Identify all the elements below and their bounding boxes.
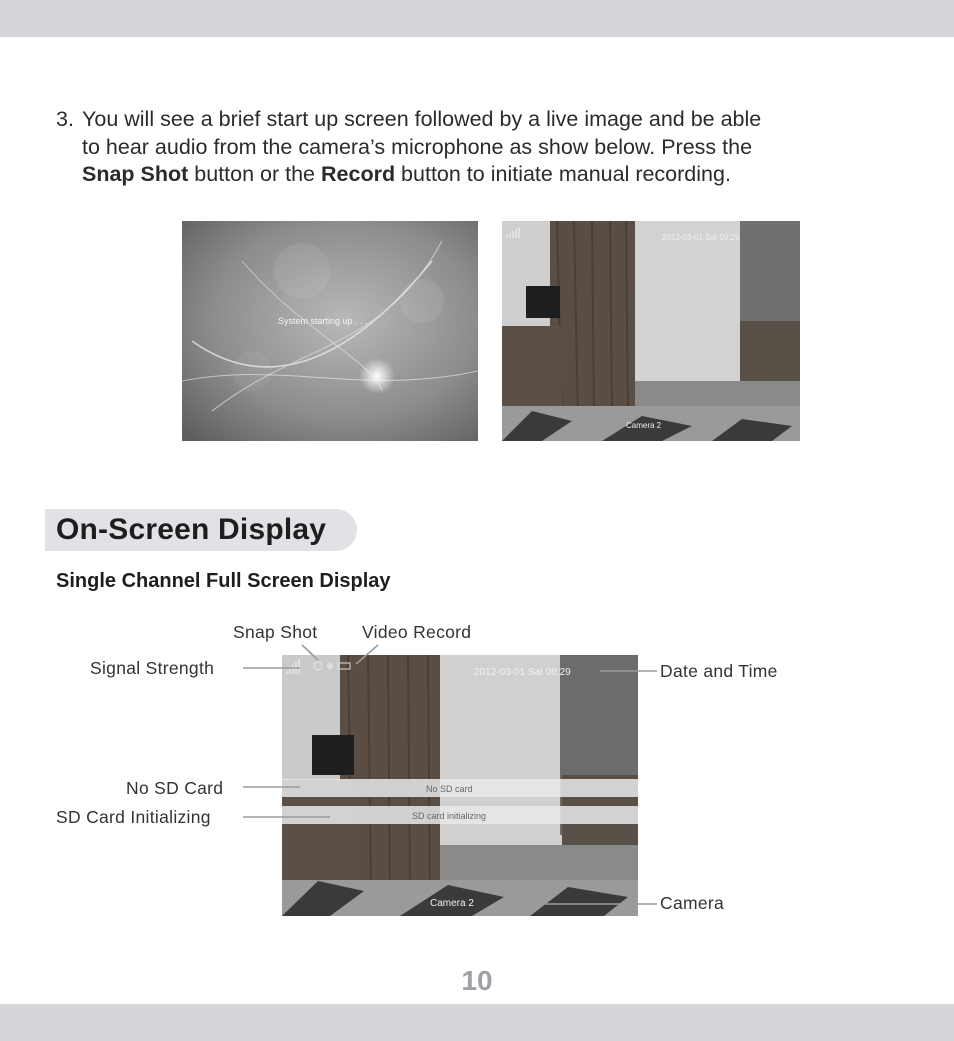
step-line-2: to hear audio from the camera’s microphone as show below. Press the: [82, 134, 753, 159]
section-subtitle: Single Channel Full Screen Display: [56, 570, 391, 592]
section-title: On-Screen Display: [56, 513, 327, 546]
snap-shot-term: Snap Shot: [82, 162, 189, 186]
live-timestamp: 2012-03-01 Sat 09:29: [662, 233, 740, 242]
osd-no-sd-text: No SD card: [426, 784, 473, 794]
callout-camera: Camera: [660, 893, 725, 913]
step-number: 3.: [56, 107, 74, 131]
step-line-3-mid: button or the: [188, 162, 321, 186]
record-term: Record: [321, 162, 396, 186]
callout-sd-card-init: SD Card Initializing: [56, 807, 211, 827]
osd-timestamp: 2012-03-01 Sat 09:29: [474, 667, 571, 678]
callout-snap-shot: Snap Shot: [233, 622, 318, 642]
step-line-1: You will see a brief start up screen followed by a live image and be able: [82, 107, 762, 131]
step-line-3-end: button to initiate manual recording.: [395, 162, 731, 186]
osd-camera-label: Camera 2: [430, 898, 474, 909]
footer-band: [0, 1004, 954, 1041]
callout-date-time: Date and Time: [660, 661, 778, 681]
callout-video-record: Video Record: [362, 622, 472, 642]
callout-no-sd-card: No SD Card: [126, 778, 224, 798]
page-number: 10: [461, 965, 493, 996]
callout-signal-strength: Signal Strength: [90, 658, 215, 678]
live-camera-label: Camera 2: [626, 421, 662, 430]
startup-text: System starting up . . .: [278, 316, 368, 326]
osd-sd-init-text: SD card initializing: [412, 811, 487, 821]
